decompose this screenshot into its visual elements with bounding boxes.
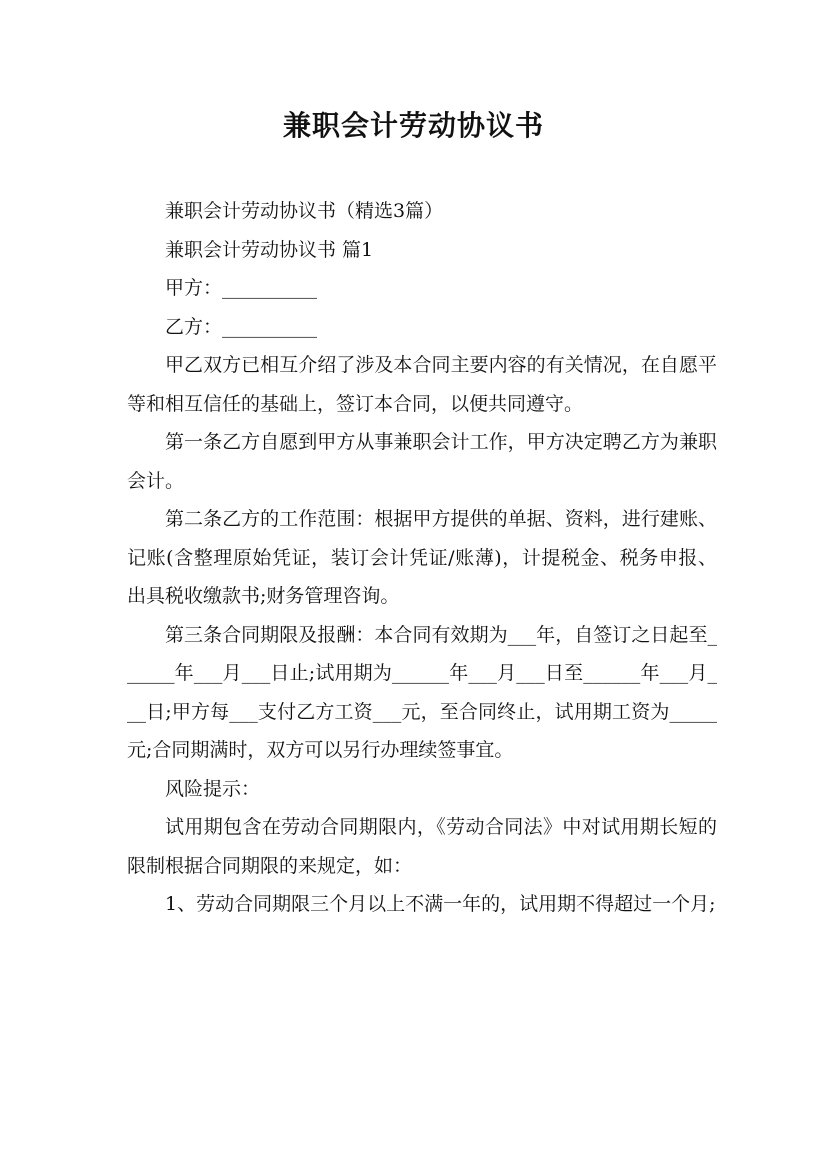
paragraph-risk-heading: 风险提示： xyxy=(165,777,261,800)
document-body xyxy=(127,192,717,924)
paragraph-article-3: 第三条合同期限及报酬：本合同有效期为___年，自签订之日起至______年___月___日止;试用期为______年___月___日至______年___月___日;甲方每___支付乙方工资___元，至合同终止，试用期工资为_____元;合同期满时，双方可以另行办理续签事宜。 xyxy=(127,623,717,761)
paragraph-risk-text: 试用期包含在劳动合同期限内，《劳动合同法》中对试用期长短的限制根据合同期限的来规定，如： xyxy=(127,816,717,877)
paragraph-risk-item-1: 1、劳动合同期限三个月以上不满一年的，试用期不得超过一个月; xyxy=(165,893,716,915)
document-title: 兼职会计劳动协议书 xyxy=(282,109,544,142)
paragraph-preamble: 甲乙双方已相互介绍了涉及本合同主要内容的有关情况，在自愿平等和相互信任的基础上，签订本合同，以便共同遵守。 xyxy=(127,354,717,415)
paragraph-section-heading: 兼职会计劳动协议书 篇1 xyxy=(165,238,374,261)
paragraph-party-a: 甲方：__________ xyxy=(165,277,318,299)
paragraph-article-2: 第二条乙方的工作范围：根据甲方提供的单据、资料，进行建账、记账(含整理原始凭证，装订会计凭证/账薄)，计提税金、税务申报、出具税收缴款书;财务管理咨询。 xyxy=(127,508,717,607)
paragraph-subtitle: 兼职会计劳动协议书（精选3篇） xyxy=(165,200,444,222)
paragraph-party-b: 乙方：__________ xyxy=(165,315,318,338)
paragraph-article-1: 第一条乙方自愿到甲方从事兼职会计工作，甲方决定聘乙方为兼职会计。 xyxy=(127,431,717,492)
